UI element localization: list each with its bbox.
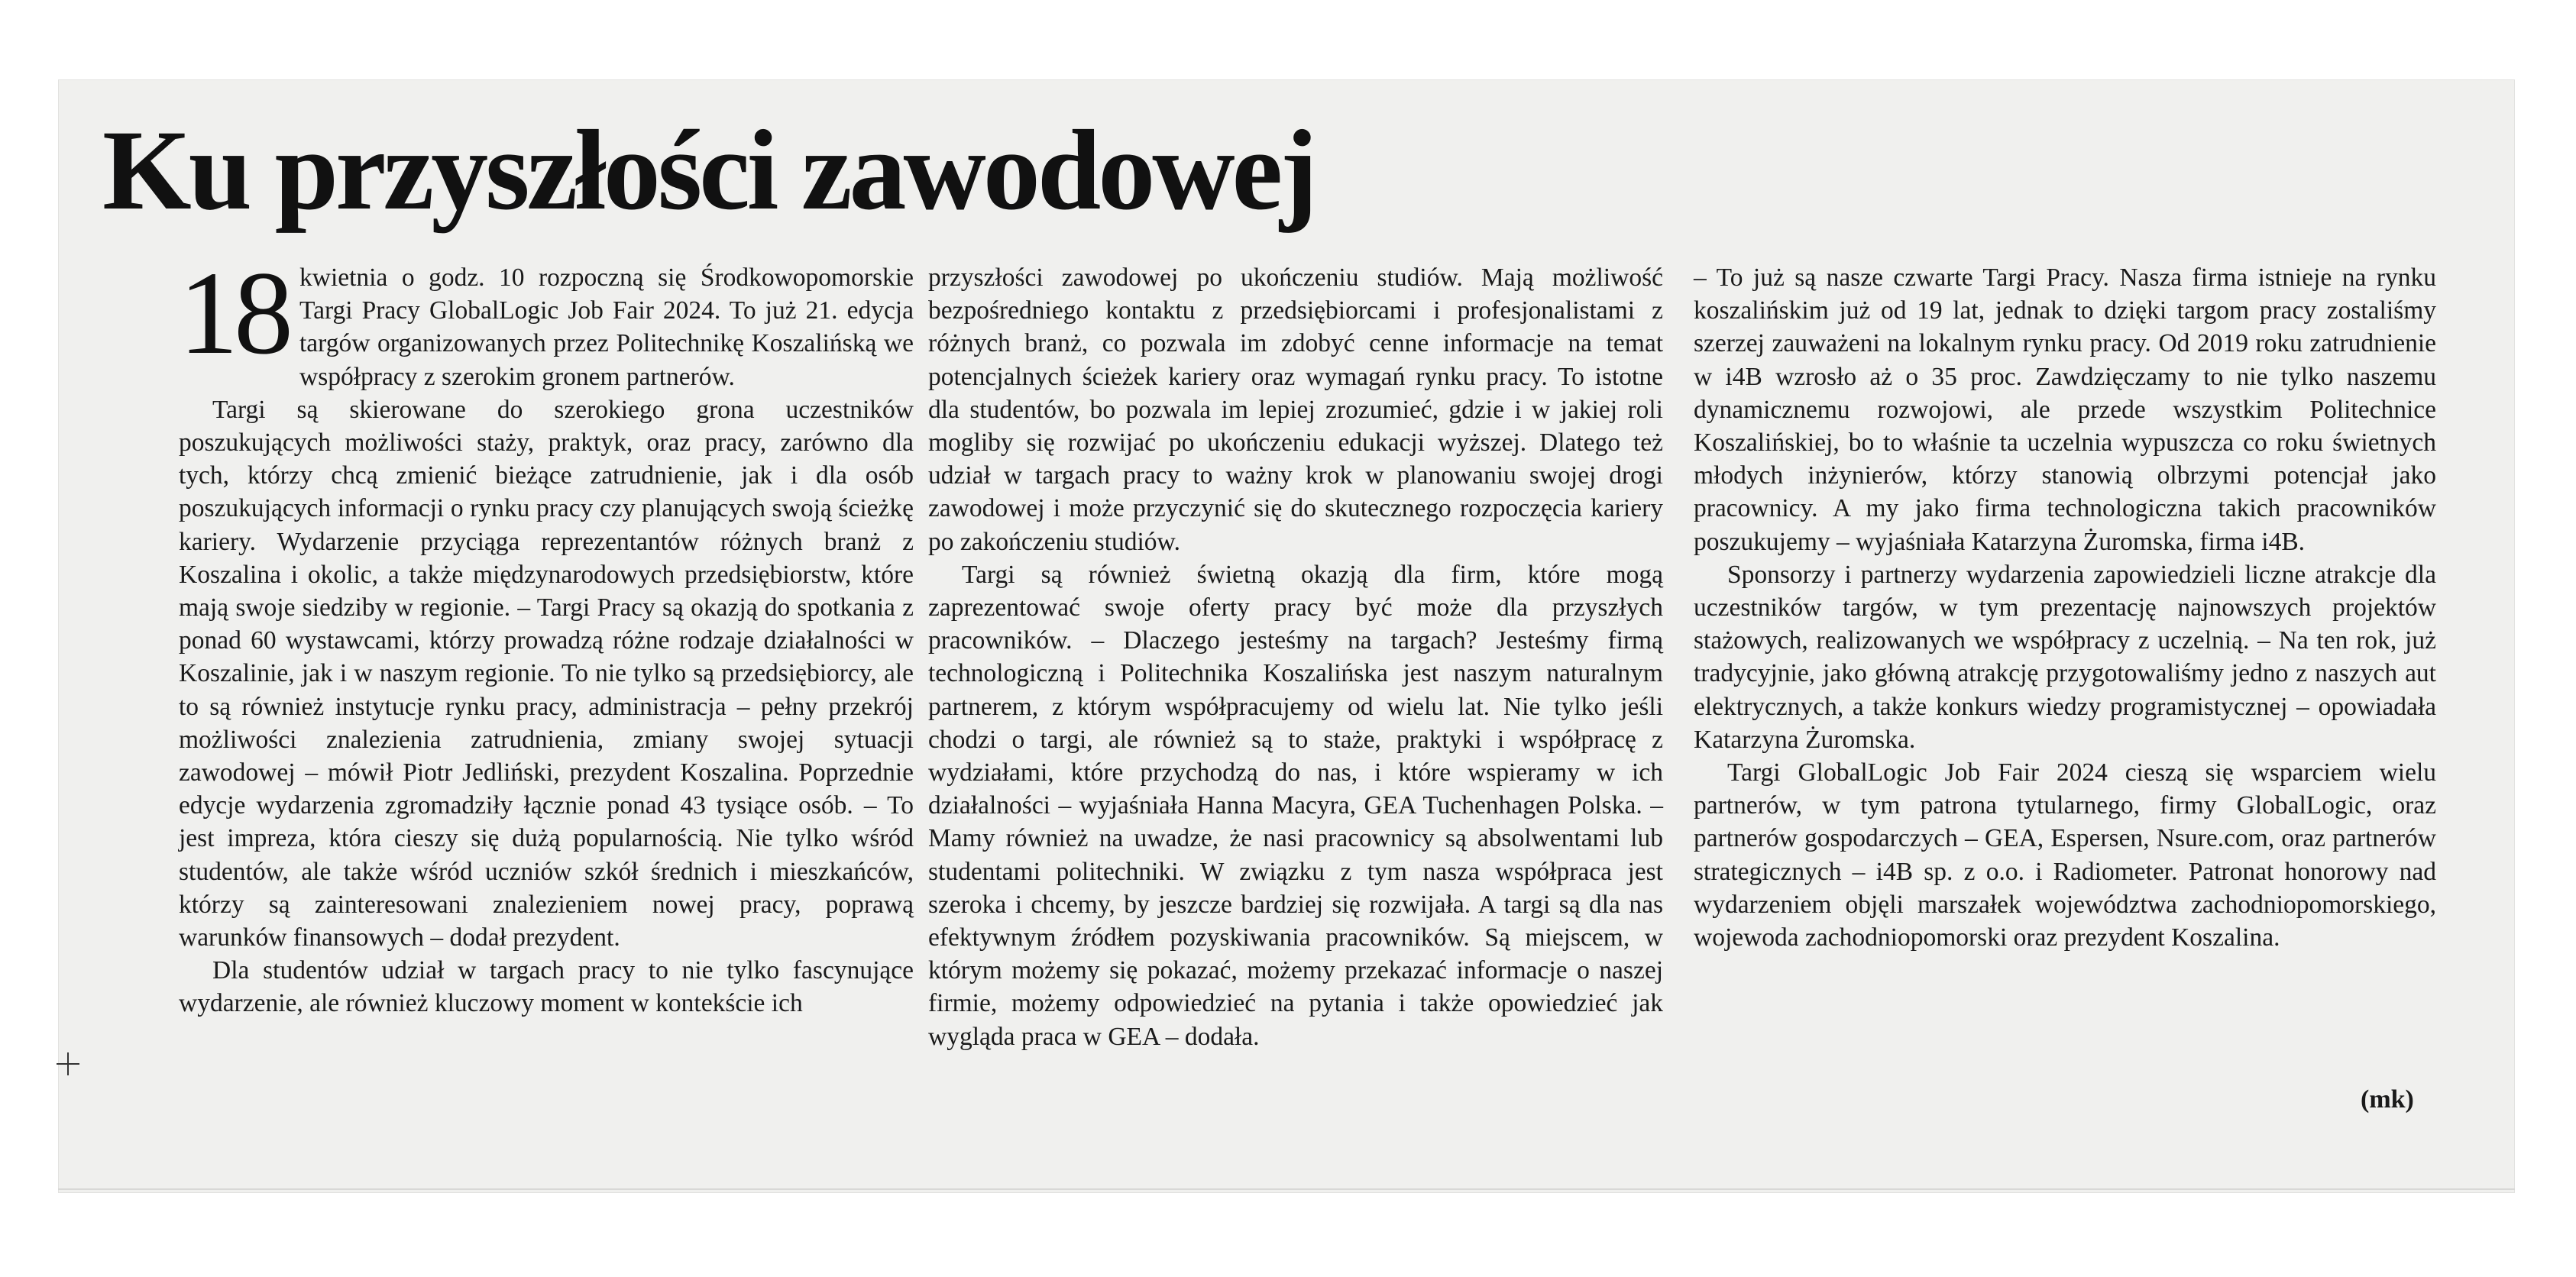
paragraph: Targi są również świetną okazją dla firm, które mogą zaprezentować swoje oferty pracy być może dla przyszłych pracowników. – Dlaczego jesteśmy na targach? Jesteśmy firmą technologiczną i Politechnika Koszalińska jest naszym naturalnym partnerem, z którym współpracujemy od wielu lat. Nie tylko jeśli chodzi o targi, ale również są to staże, praktyki i współpracę z wydziałami, które przychodzą do nas, i które wspieramy w ich działalności – wyjaśniała Hanna Macyra, GEA Tuchenhagen Polska. – Mamy również na uwadze, że nasi pracownicy są absolwentami lub studentami politechniki. W związku z tym nasza współpraca jest szeroka i chcemy, by jeszcze bardziej się rozwijała. A targi są dla nas efektywnym źródłem pozyskiwania pracowników. Są miejscem, w którym możemy się pokazać, możemy przekazać informacje o naszej firmie, możemy odpowiedzieć na pytania i także opowiedzieć jak wygląda praca w GEA – dodała. <box>928 560 1663 1051</box>
paragraph: przyszłości zawodowej po ukończeniu studiów. Mają możliwość bezpośredniego kontaktu z przedsiębiorcami i profesjonalistami z różnych branż, co pozwala im zdobyć cenne informacje na temat potencjalnych ścieżek kariery oraz wymagań rynku pracy. To istotne dla studentów, bo pozwala im lepiej zrozumieć, gdzie i w jakiej roli mogliby się rozwijać po ukończeniu edukacji wyższej. Dlatego też udział w targach pracy to ważny krok w planowaniu swojej drogi zawodowej i może przyczynić się do skutecznego rozpoczęcia kariery po zakończeniu studiów. <box>928 263 1663 556</box>
author-signature: (mk) <box>2361 1085 2414 1114</box>
article-title: Ku przyszłości zawodowej <box>102 107 1316 234</box>
article-column-2 <box>928 261 1663 1053</box>
article-column-3 <box>1694 261 2436 954</box>
paragraph: Targi są skierowane do szerokiego grona uczestników poszukujących możliwości staży, praktyk, oraz pracy, zarówno dla tych, którzy chcą zmienić bieżące zatrudnienie, jak i dla osób poszukujących informacji o rynku pracy czy planujących swoją ścieżkę kariery. Wydarzenie przyciąga reprezentantów różnych branż z Koszalina i okolic, a także międzynarodowych przedsiębiorstw, które mają swoje siedziby w regionie. – Targi Pracy są okazją do spotkania z ponad 60 wystawcami, którzy prowadzą różne rodzaje działalności w Koszalinie, jak i w naszym regionie. To nie tylko są przedsiębiorcy, ale to są również instytucje rynku pracy, administracja – pełny przekrój możliwości znalezienia zatrudnienia, zmiany swojej sytuacji zawodowej – mówił Piotr Jedliński, prezydent Koszalina. Poprzednie edycje wydarzenia zgromadziły łącznie ponad 43 tysiące osób. – To jest impreza, która cieszy się dużą popularnością. Nie tylko wśród studentów, ale także wśród uczniów szkół średnich i mieszkańców, którzy są zainteresowani znalezieniem nowej pracy, poprawą warunków finansowych – dodał prezydent. <box>179 395 914 952</box>
lead-paragraph <box>179 247 914 393</box>
paragraph: – To już są nasze czwarte Targi Pracy. Nasza firma istnieje na rynku koszalińskim już od 19 lat, jednak to dzięki targom pracy zostaliśmy szerzej zauważeni na lokalnym rynku pracy. Od 2019 roku zatrudnienie w i4B wzrosło aż o 35 proc. Zawdzięczamy to nie tylko naszemu dynamicznemu rozwojowi, ale przede wszystkim Politechnice Koszalińskiej, bo to właśnie ta uczelnia wypuszcza co roku świetnych młodych inżynierów, którzy stanowią olbrzymi potencjał jako pracownicy. A my jako firma technologiczna takich pracowników poszukujemy – wyjaśniała Katarzyna Żuromska, firma i4B. <box>1694 263 2436 556</box>
bottom-rule <box>58 1188 2515 1190</box>
registration-mark-icon <box>55 1051 81 1077</box>
article-column-1 <box>179 247 914 1020</box>
paragraph: Targi GlobalLogic Job Fair 2024 cieszą się wsparciem wielu partnerów, w tym patrona tytularnego, firmy GlobalLogic, oraz partnerów gospodarczych – GEA, Espersen, Nsure.com, oraz partnerów strategicznych – i4B sp. z o.o. i Radiometer. Patronat honorowy nad wydarzeniem objęli marszałek województwa zachodniopomorskiego, wojewoda zachodniopomorski oraz prezydent Koszalina. <box>1694 758 2436 952</box>
paragraph: Sponsorzy i partnerzy wydarzenia zapowiedzieli liczne atrakcje dla uczestników targów, w tym prezentację najnowszych projektów stażowych, realizowanych we współpracy z uczelnią. – Na ten rok, już tradycyjnie, jako główną atrakcję przygotowaliśmy jedno z naszych aut elektrycznych, a także konkurs wiedzy programistycznej – opowiadała Katarzyna Żuromska. <box>1694 560 2436 754</box>
dropcap-number: 18 <box>179 247 289 379</box>
paragraph: Dla studentów udział w targach pracy to nie tylko fascynujące wydarzenie, ale również kluczowy moment w kontekście ich <box>179 956 914 1018</box>
lead-text: kwietnia o godz. 10 rozpoczną się Środkowopomorskie Targi Pracy GlobalLogic Job Fair 2024. To już 21. edycja targów organizowanych przez Politechnikę Koszalińską we współpracy z szerokim gronem partnerów. <box>299 263 914 391</box>
